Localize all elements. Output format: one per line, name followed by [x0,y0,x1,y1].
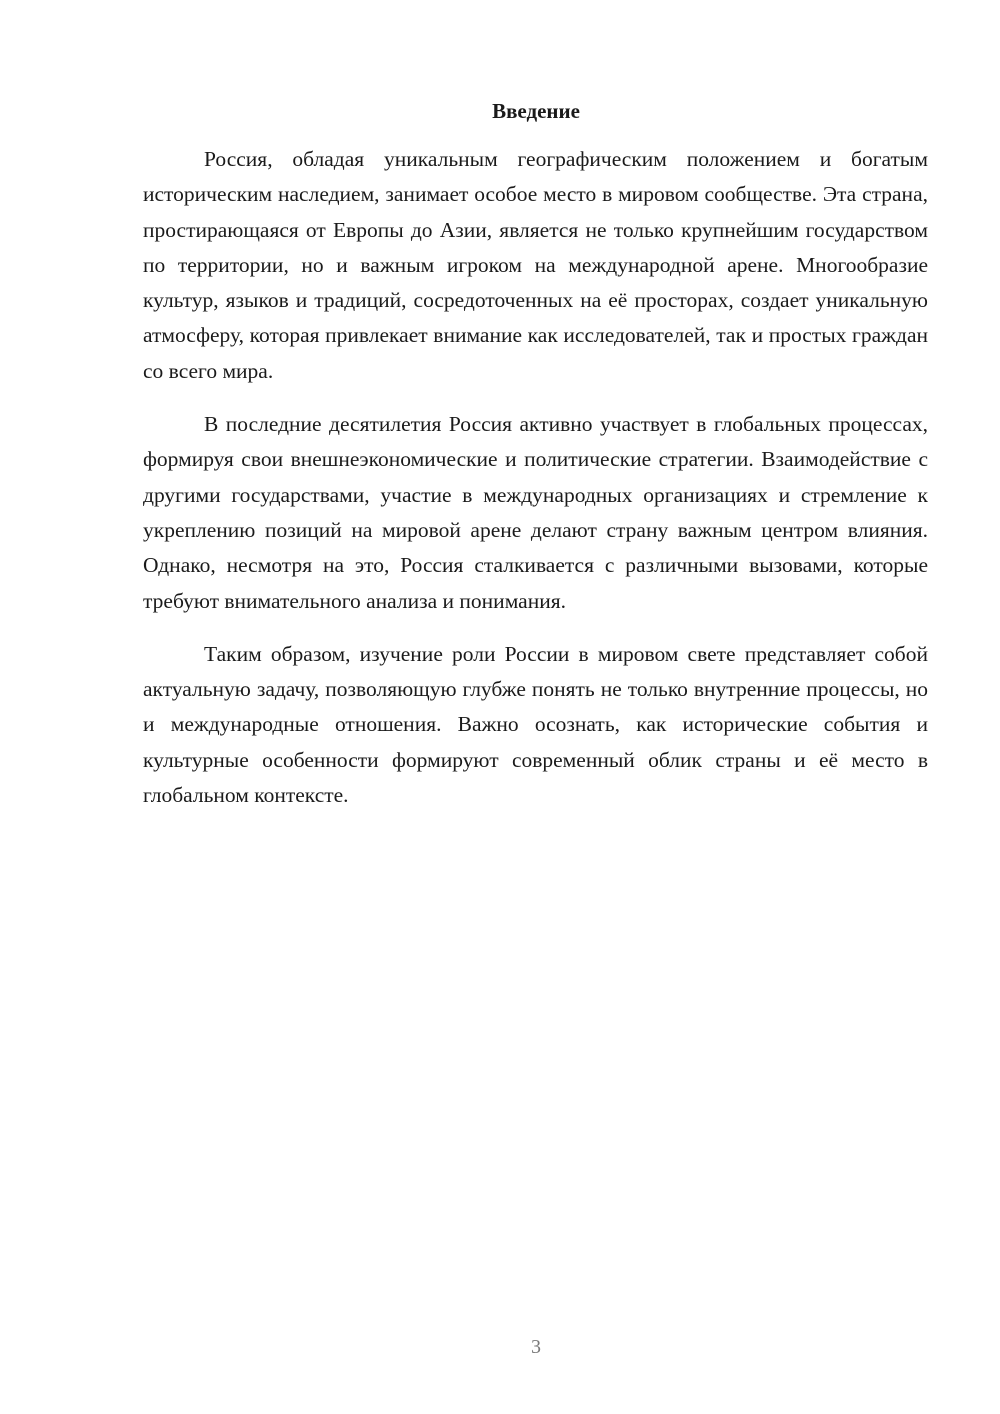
document-body [143,142,928,813]
paragraph-1: Россия, обладая уникальным географическим положением и богатым историческим наследием, занимает особое место в мировом сообществе. Эта страна, простирающаяся от Европы до Азии, является не только крупнейшим государством по территории, но и важным игроком на международной арене. Многообразие культур, языков и традиций, сосредоточенных на её просторах, создает уникальную атмосферу, которая привлекает внимание как исследователей, так и простых граждан со всего мира. [143,147,928,383]
paragraph-2: В последние десятилетия Россия активно участвует в глобальных процессах, формируя свои внешнеэкономические и политические стратегии. Взаимодействие с другими государствами, участие в международных организациях и стремление к укреплению позиций на мировой арене делают страну важным центром влияния. Однако, несмотря на это, Россия сталкивается с различными вызовами, которые требуют внимательного анализа и понимания. [143,412,928,613]
paragraph-3: Таким образом, изучение роли России в мировом свете представляет собой актуальную задачу, позволяющую глубже понять не только внутренние процессы, но и международные отношения. Важно осознать, как исторические события и культурные особенности формируют современный облик страны и её место в глобальном контексте. [143,641,928,808]
page-number: 3 [531,1336,541,1358]
page-title: Введение [492,99,580,123]
